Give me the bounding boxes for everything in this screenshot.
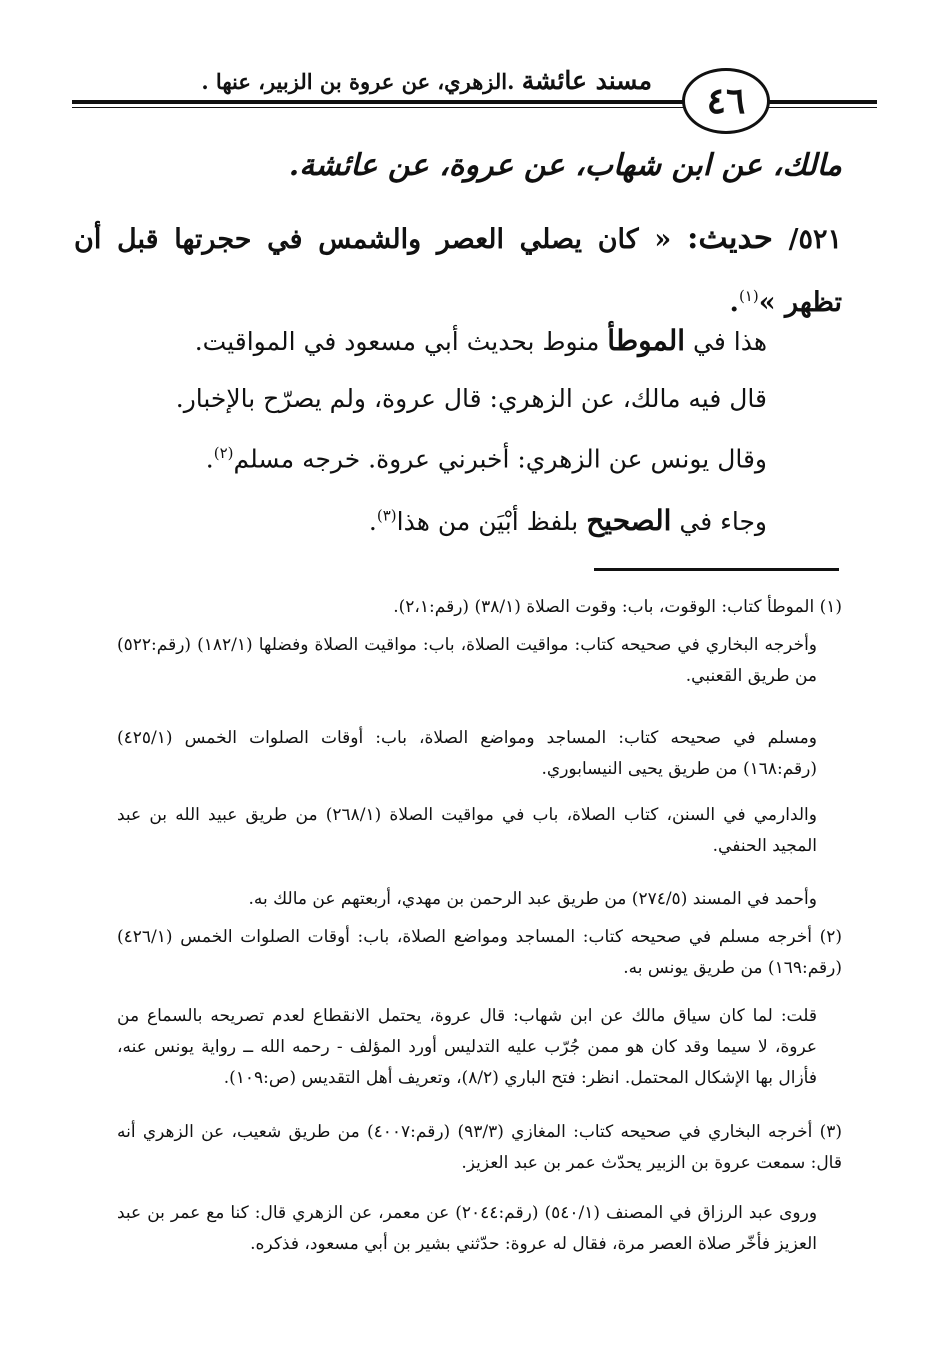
hadith-block — [74, 210, 842, 331]
commentary-paragraph-3 — [67, 444, 767, 473]
running-title-main: مسند عائشة — [521, 66, 652, 95]
footnote-1-darimi: والدارمي في السنن، كتاب الصلاة، باب في مواقيت الصلاة (٢٦٨/١) من طريق عبيد الله بن عبد المجيد الحنفي. — [117, 805, 817, 856]
footnote-1-bukhari: وأخرجه البخاري في صحيحه كتاب: مواقيت الصلاة، باب: مواقيت الصلاة وفضلها (١٨٢/١) (رقم:٥٢٢) من طريق القعنبي. — [117, 635, 818, 686]
commentary-paragraph-1 — [67, 324, 767, 357]
p4-bold: الصحيح — [586, 504, 672, 537]
p4-part-a: وجاء في — [671, 507, 767, 536]
running-title-rest: .الزهري، عن عروة بن الزبير، عنها . — [201, 69, 515, 94]
p4-part-c: بلفظ أبْيَن من هذا — [396, 507, 587, 536]
footnote-separator — [594, 568, 839, 571]
p4-footnote-ref: (٣) — [376, 506, 397, 525]
footnote-1-muslim: ومسلم في صحيحه كتاب: المساجد ومواضع الصلاة، باب: أوقات الصلوات الخمس (٤٢٥/١) (رقم:١٦٨) من طريق يحيى النيسابوري. — [117, 728, 817, 779]
hadith-text: « كان يصلي العصر والشمس في حجرتها قبل أن تظهر » — [74, 224, 842, 318]
p3-end: . — [205, 444, 214, 474]
commentary-paragraph-4 — [67, 504, 767, 537]
footnote-2: (٢) أخرجه مسلم في صحيحه كتاب: المساجد ومواضع الصلاة، باب: أوقات الصلوات الخمس (٤٢٦/١) (رقم:١٦٩) من طريق يونس به. — [117, 927, 842, 978]
p3-text: وقال يونس عن الزهري: أخبرني عروة. خرجه مسلم — [233, 444, 767, 474]
footnote-2-comment: قلت: لما كان سياق مالك عن ابن شهاب: قال عروة، يحتمل الانقطاع لعدم تصريحه بالسماع من عروة، لا سيما وقد كان هو ممن جُرّب عليه التدليس أورد المؤلف - رحمه الله ــ رواية يونس عنه، فأزال بها الإشكال المحتمل. انظر: فتح الباري (٨/٢)، وتعريف أهل التقديس (ص:١٠٩). — [117, 1006, 817, 1088]
hadith-label: حديث: — [686, 220, 773, 256]
p1-bold: الموطأ — [607, 324, 686, 357]
footnote-1: (١) الموطأ كتاب: الوقوت، باب: وقوت الصلاة (٣٨/١) (رقم:٢،١). — [393, 597, 842, 617]
hadith-footnote-ref: (١) — [738, 287, 759, 305]
footnote-1-ahmad: وأحمد في المسند (٢٧٤/٥) من طريق عبد الرحمن بن مهدي، أربعتهم عن مالك به. — [248, 889, 817, 909]
footnote-3: (٣) أخرجه البخاري في صحيحه كتاب: المغازي (٩٣/٣) (رقم:٤٠٠٧) من طريق شعيب، عن الزهري أنه قال: سمعت عروة بن الزبير يحدّث عمر بن عبد العزيز. — [117, 1122, 843, 1173]
running-title — [52, 66, 652, 95]
page-number: ٤٦ — [682, 68, 770, 134]
footnote-3-abdurrazzaq: وروى عبد الرزاق في المصنف (٥٤٠/١) (رقم:٢٠٤٤) عن معمر، عن الزهري قال: كنا مع عمر بن عبد العزيز فأخّر صلاة العصر مرة، فقال له عروة: حدّثني بشير بن أبي مسعود، فذكره. — [117, 1203, 818, 1254]
p1-part-a: هذا في — [685, 327, 767, 356]
p3-footnote-ref: (٢) — [213, 444, 234, 462]
commentary-paragraph-2: قال فيه مالك، عن الزهري: قال عروة، ولم يصرّح بالإخبار. — [175, 384, 767, 413]
p4-end: . — [368, 507, 377, 536]
p1-part-c: منوط بحديث أبي مسعود في المواقيت. — [194, 327, 608, 356]
hadith-number: ٥٢١/ — [788, 224, 843, 255]
hadith-end: . — [729, 287, 739, 318]
isnad-chain: مالك، عن ابن شهاب، عن عروة، عن عائشة. — [288, 148, 842, 183]
